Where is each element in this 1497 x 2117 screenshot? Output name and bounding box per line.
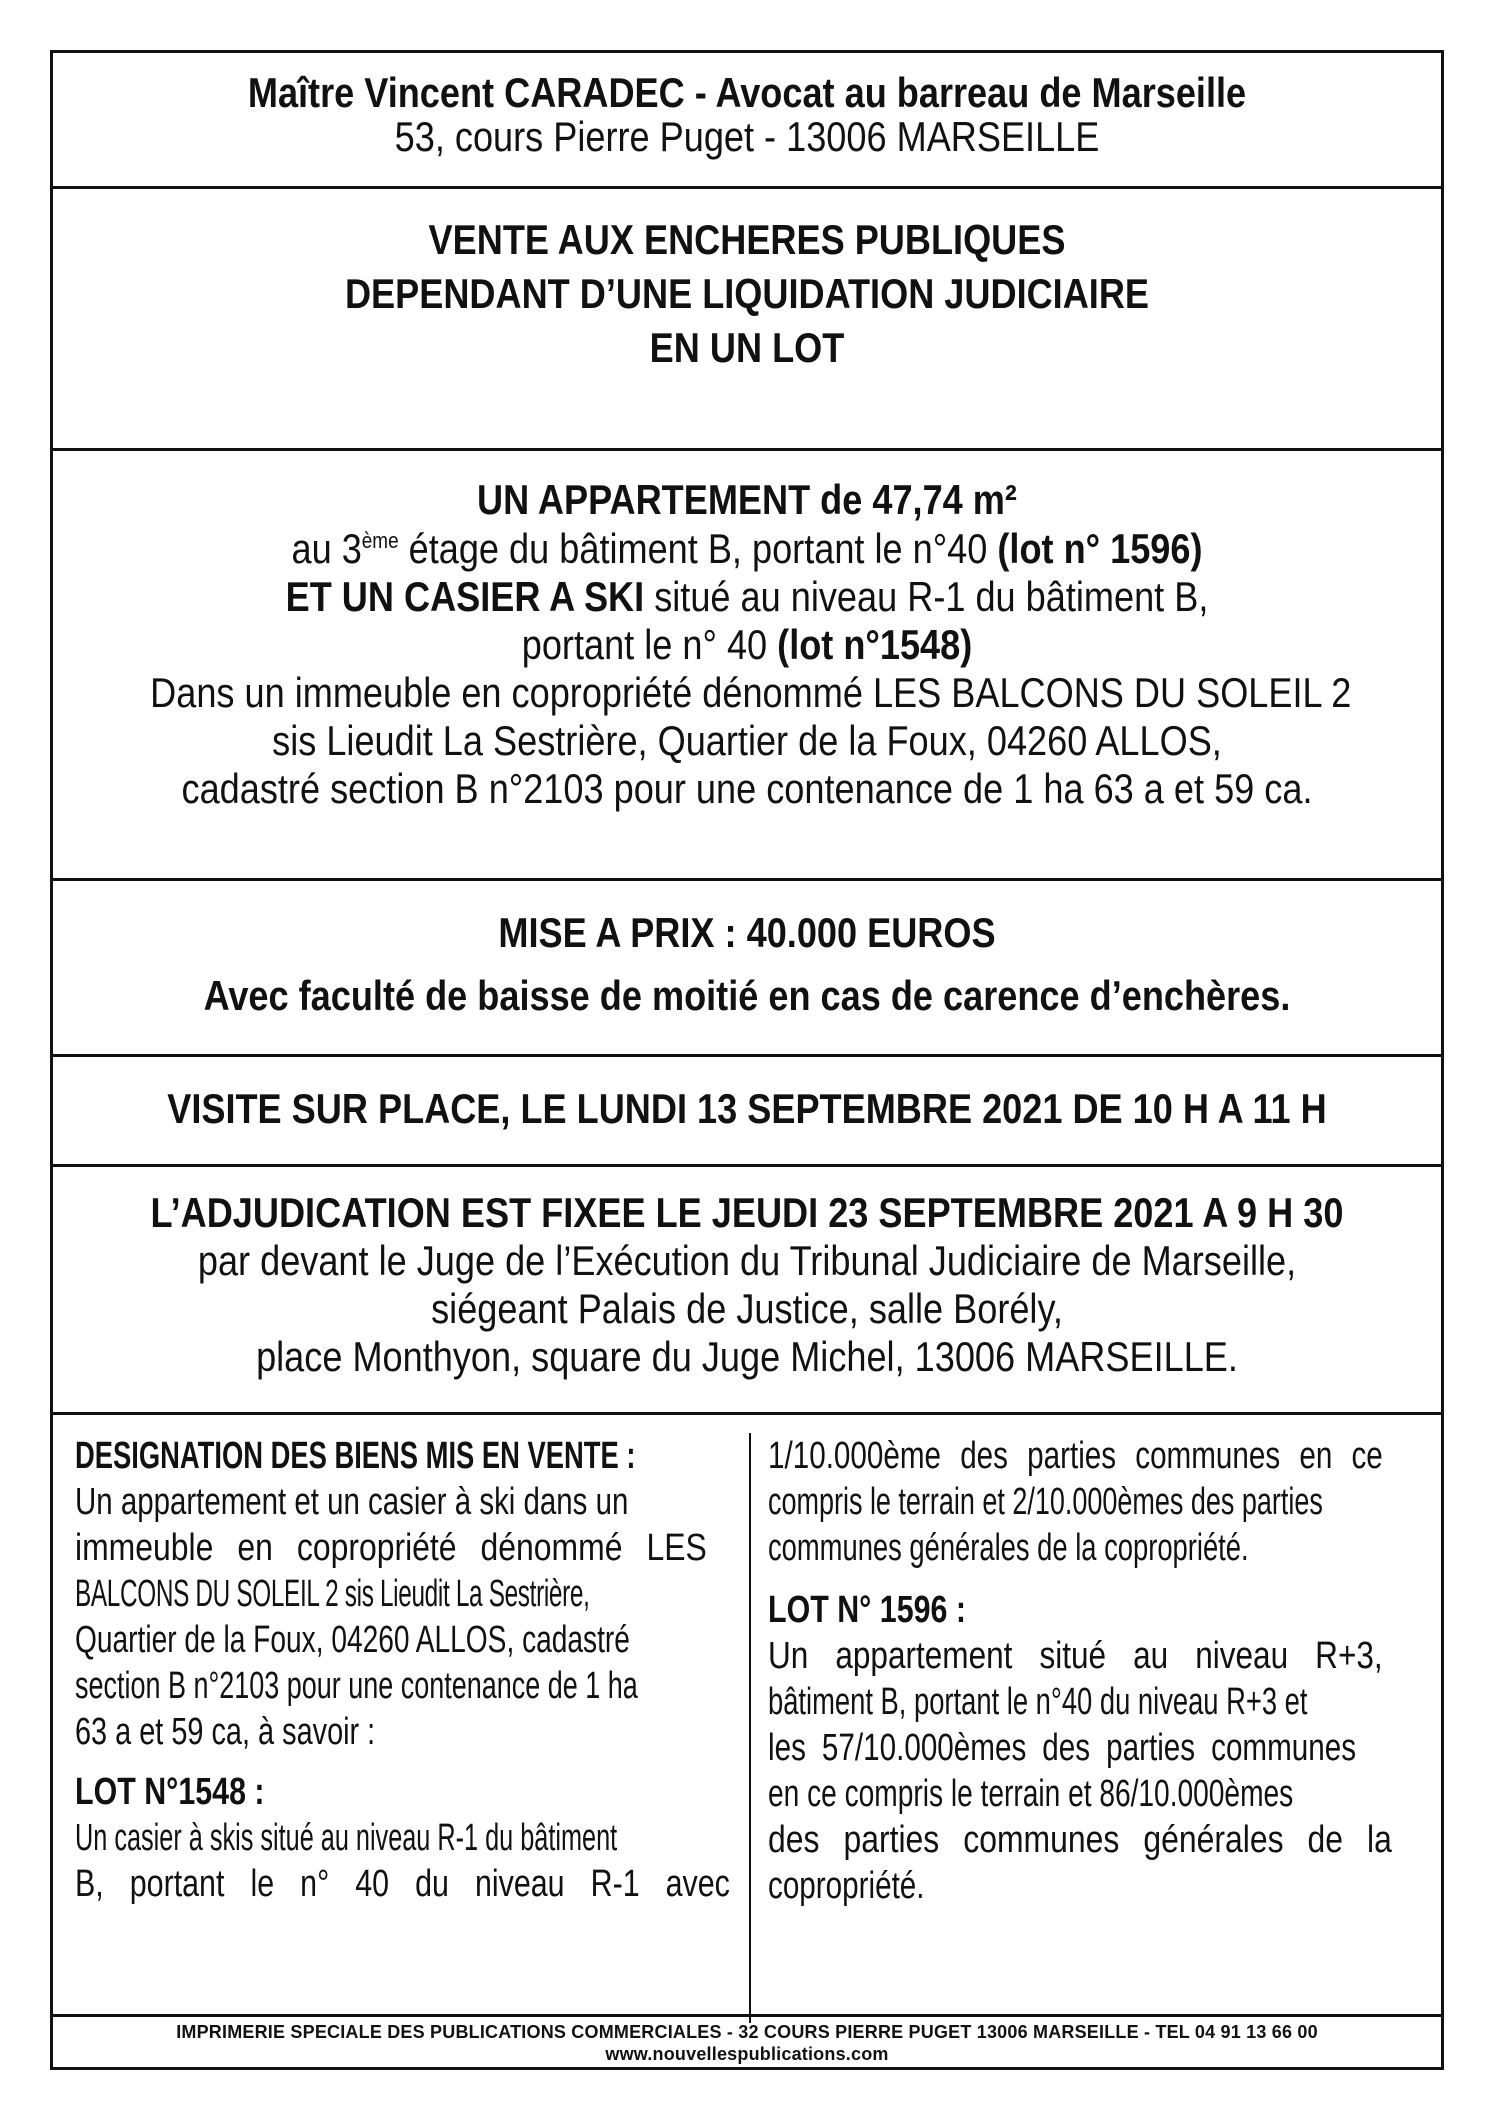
visit-section xyxy=(53,1057,1441,1167)
adjudication-line-3: place Monthyon, square du Juge Michel, 13006 MARSEILLE. xyxy=(256,1333,1238,1380)
designation-line: BALCONS DU SOLEIL 2 sis Lieudit La Sestrière, xyxy=(75,1573,590,1615)
adjudication-line-2: siégeant Palais de Justice, salle Borély, xyxy=(431,1285,1063,1332)
lot-1548-heading: LOT N°1548 : xyxy=(75,1771,265,1813)
lawyer-name: Maître Vincent CARADEC - Avocat au barreau de Marseille xyxy=(247,69,1247,116)
title-line-3: EN UN LOT xyxy=(649,324,845,371)
designation-continued-line: compris le terrain et 2/10.000èmes des parties xyxy=(768,1481,1323,1523)
property-cadastre: cadastré section B n°2103 pour une contenance de 1 ha 63 a et 59 ca. xyxy=(181,765,1313,812)
lot-1596-heading: LOT N° 1596 : xyxy=(768,1589,966,1631)
designation-heading: DESIGNATION DES BIENS MIS EN VENTE : xyxy=(75,1435,636,1477)
designation-line: 63 a et 59 ca, à savoir : xyxy=(75,1711,376,1753)
lot-1596-line: Un appartement situé au niveau R+3, xyxy=(768,1635,1383,1677)
lot-1548-line: B, portant le n° 40 du niveau R-1 avec xyxy=(75,1863,730,1905)
designation-section xyxy=(53,1415,1441,2017)
title-line-1: VENTE AUX ENCHERES PUBLIQUES xyxy=(428,216,1066,263)
property-headline: UN APPARTEMENT de 47,74 m² xyxy=(477,476,1017,523)
adjudication-headline: L’ADJUDICATION EST FIXEE LE JEUDI 23 SEPTEMBRE 2021 A 9 H 30 xyxy=(150,1189,1344,1236)
designation-continued-line: communes générales de la copropriété. xyxy=(768,1527,1249,1569)
adjudication-section xyxy=(53,1167,1441,1415)
property-location: sis Lieudit La Sestrière, Quartier de la Foux, 04260 ALLOS, xyxy=(272,717,1222,764)
lot-1596-ref: (lot n° 1596) xyxy=(997,525,1203,572)
designation-line: immeuble en copropriété dénommé LES xyxy=(75,1527,707,1569)
title-section xyxy=(53,189,1441,451)
price-section xyxy=(53,881,1441,1057)
property-floor-line: au 3ème étage du bâtiment B, portant le n°40 (lot n° 1596) xyxy=(291,525,1203,572)
printer-info: IMPRIMERIE SPECIALE DES PUBLICATIONS COMMERCIALES - 32 COURS PIERRE PUGET 13006 MARSEILLE - TEL 04 91 13 66 00 xyxy=(176,2022,1318,2042)
property-building: Dans un immeuble en copropriété dénommé LES BALCONS DU SOLEIL 2 xyxy=(150,669,1352,716)
website-link[interactable]: www.nouvellespublications.com xyxy=(605,2044,889,2064)
header-section xyxy=(53,53,1441,189)
designation-left-column xyxy=(75,1433,731,1907)
designation-line: Un appartement et un casier à ski dans un xyxy=(75,1481,629,1523)
price-headline: MISE A PRIX : 40.000 EUROS xyxy=(498,909,996,956)
lot-1596-line: en ce compris le terrain et 86/10.000èmes xyxy=(768,1773,1294,1815)
lot-1596-line: copropriété. xyxy=(768,1865,925,1907)
column-divider xyxy=(749,1433,751,2023)
adjudication-line-1: par devant le Juge de l’Exécution du Tribunal Judiciaire de Marseille, xyxy=(197,1237,1297,1284)
lawyer-address: 53, cours Pierre Puget - 13006 MARSEILLE xyxy=(394,113,1100,160)
property-ski-line-2: portant le n° 40 (lot n°1548) xyxy=(521,621,973,668)
designation-line: Quartier de la Foux, 04260 ALLOS, cadastré xyxy=(75,1619,630,1661)
footer-section xyxy=(53,2017,1441,2067)
designation-continued-line: 1/10.000ème des parties communes en ce xyxy=(768,1435,1383,1477)
lot-1548-ref: (lot n°1548) xyxy=(777,621,973,668)
title-line-2: DEPENDANT D’UNE LIQUIDATION JUDICIAIRE xyxy=(344,270,1150,317)
designation-right-column xyxy=(768,1433,1424,1909)
lot-1596-line: bâtiment B, portant le n°40 du niveau R+3 et xyxy=(768,1681,1308,1723)
lot-1548-line: Un casier à skis situé au niveau R-1 du bâtiment xyxy=(75,1817,618,1859)
lot-1596-line: des parties communes générales de la xyxy=(768,1819,1392,1861)
property-section xyxy=(53,451,1441,881)
designation-line: section B n°2103 pour une contenance de 1 ha xyxy=(75,1665,638,1707)
lot-1596-line: les 57/10.000èmes des parties communes xyxy=(768,1727,1357,1769)
visit-text: VISITE SUR PLACE, LE LUNDI 13 SEPTEMBRE 2021 DE 10 H A 11 H xyxy=(167,1085,1327,1132)
price-note: Avec faculté de baisse de moitié en cas de carence d’enchères. xyxy=(203,972,1291,1019)
property-ski-line: ET UN CASIER A SKI situé au niveau R-1 du bâtiment B, xyxy=(285,573,1209,620)
notice-frame xyxy=(50,50,1444,2070)
